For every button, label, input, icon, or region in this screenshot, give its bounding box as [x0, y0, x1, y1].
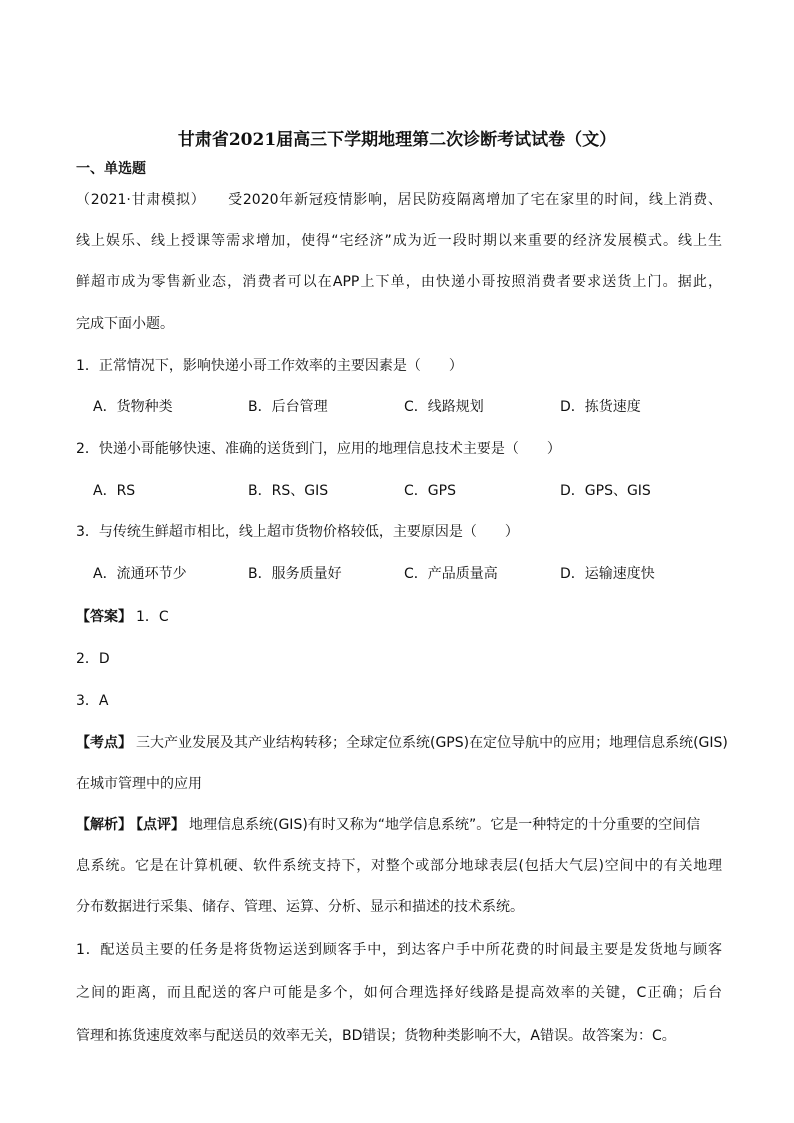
jiexi-text: 息系统。它是在计算机硬、软件系统支持下，对整个或部分地球表层(包括大气层)空间中的有关地理 — [76, 858, 722, 874]
kaodian-label: 【考点】 — [76, 735, 132, 751]
intro-line: 鲜超市成为零售新业态，消费者可以在APP上下单，由快递小哥按照消费者要求送货上门。据此， — [76, 274, 722, 290]
kaodian-text: 在城市管理中的应用 — [76, 776, 202, 792]
explanation-line: 管理和拣货速度效率与配送员的效率无关，BD错误；货物种类影响不大，A错误。故答案为：C。 — [76, 1028, 676, 1044]
question-stem: 2．快递小哥能够快速、准确的送货到门，应用的地理信息技术主要是（ ） — [76, 441, 561, 457]
option-b: B．服务质量好 — [248, 566, 342, 582]
option-b: B．RS、GIS — [248, 483, 329, 499]
option-b: B．后台管理 — [248, 399, 328, 415]
section-heading: 一、单选题 — [76, 161, 146, 177]
answer-label: 【答案】 — [76, 609, 132, 625]
jiexi-text: 地理信息系统(GIS)有时又称为“地学信息系统”。它是一种特定的十分重要的空间信 — [189, 817, 701, 833]
explanation-line: 之间的距离，而且配送的客户可能是多个，如何合理选择好线路是提高效率的关键，C正确；后台 — [76, 985, 722, 1001]
option-a: A．货物种类 — [93, 399, 173, 415]
kaodian-line — [76, 734, 728, 752]
kaodian-text: 三大产业发展及其产业结构转移；全球定位系统(GPS)在定位导航中的应用；地理信息系统(GIS) — [136, 735, 728, 751]
answer-item: 1．C — [136, 609, 169, 625]
question-stem: 3．与传统生鲜超市相比，线上超市货物价格较低，主要原因是（ ） — [76, 524, 519, 540]
option-c: C．GPS — [404, 483, 456, 499]
option-a: A．RS — [93, 483, 136, 499]
answer-item: 2．D — [76, 651, 110, 667]
answer-line — [76, 608, 722, 626]
option-d: D．拣货速度 — [560, 399, 641, 415]
question-stem: 1．正常情况下，影响快递小哥工作效率的主要因素是（ ） — [76, 358, 463, 374]
intro-line: 完成下面小题。 — [76, 316, 174, 332]
jiexi-label: 【解析】 — [76, 817, 132, 833]
document-title: 甘肃省2021届高三下学期地理第二次诊断考试试卷（文） — [177, 130, 617, 150]
jiexi-text: 分布数据进行采集、储存、管理、运算、分析、显示和描述的技术系统。 — [76, 899, 524, 915]
option-a: A．流通环节少 — [93, 566, 187, 582]
intro-line: 线上娱乐、线上授课等需求增加，使得“宅经济”成为近一段时期以来重要的经济发展模式。线上生 — [76, 233, 722, 249]
jiexi-line — [76, 816, 722, 834]
option-d: D．运输速度快 — [560, 566, 655, 582]
answer-item: 3．A — [76, 693, 109, 709]
option-d: D．GPS、GIS — [560, 483, 651, 499]
option-c: C．线路规划 — [404, 399, 484, 415]
explanation-line: 1．配送员主要的任务是将货物运送到顾客手中，到达客户手中所花费的时间最主要是发货地与顾客 — [76, 942, 722, 958]
intro-line: （2021·甘肃模拟） 受2020年新冠疫情影响，居民防疫隔离增加了宅在家里的时间，线上消费、 — [76, 192, 722, 208]
option-c: C．产品质量高 — [404, 566, 498, 582]
dianping-label: 【点评】 — [136, 817, 185, 833]
